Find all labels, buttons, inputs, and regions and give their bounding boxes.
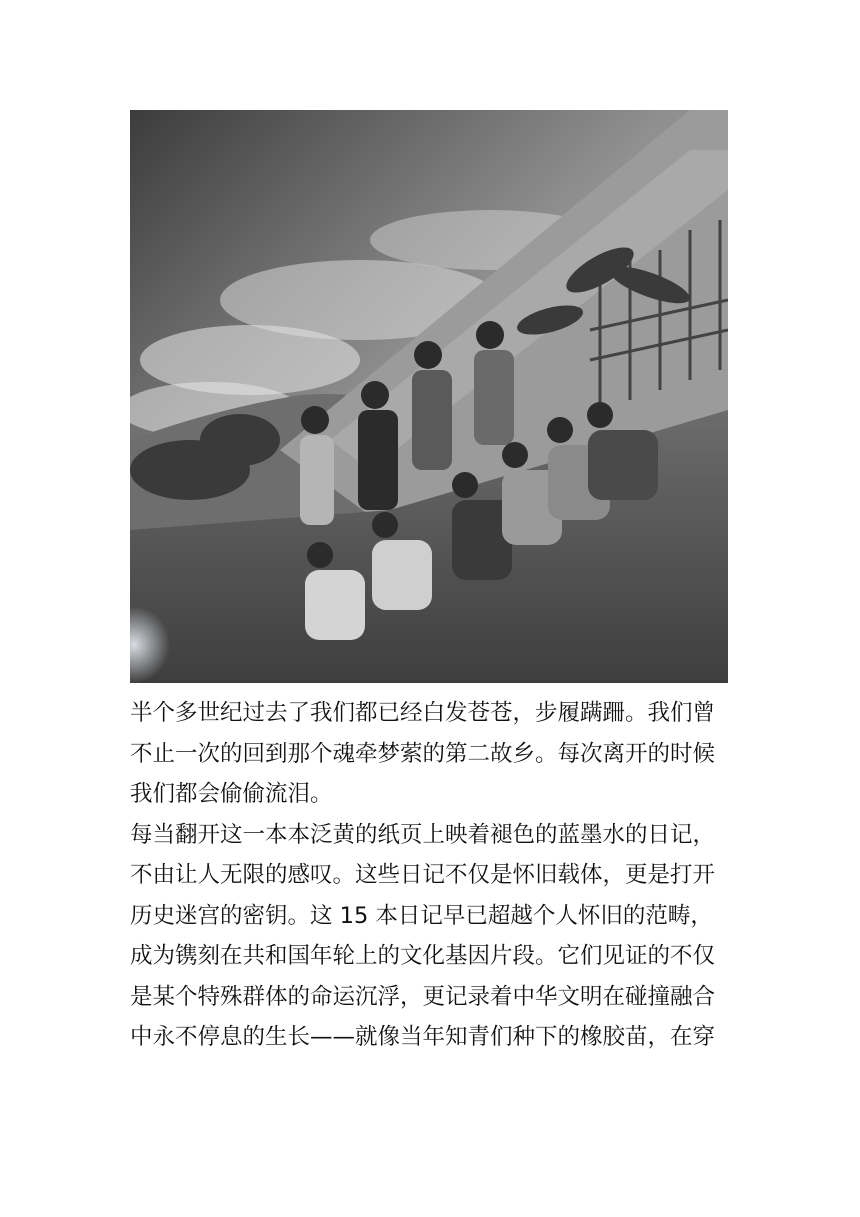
text-line: 中永不停息的生长——就像当年知青们种下的橡胶苗，在穿 <box>130 1024 716 1050</box>
text-line: 成为镌刻在共和国年轮上的文化基因片段。它们见证的不仅 <box>130 943 716 969</box>
paragraph-2 <box>130 815 730 1058</box>
text-line: 半个多世纪过去了我们都已经白发苍苍，步履蹒跚。我们曾 <box>130 700 716 726</box>
text-line: 不由让人无限的感叹。这些日记不仅是怀旧载体，更是打开 <box>130 862 716 888</box>
text-line: 每当翻开这一本本泛黄的纸页上映着褪色的蓝墨水的日记， <box>130 821 716 848</box>
paragraph-1 <box>130 693 730 815</box>
group-photo-image <box>130 110 728 683</box>
text-line: 是某个特殊群体的命运沉浮，更记录着中华文明在碰撞融合 <box>130 983 716 1010</box>
text-line: 历史迷宫的密钥。这 15 本日记早已超越个人怀旧的范畴， <box>130 902 713 929</box>
text-line: 不止一次的回到那个魂牵梦萦的第二故乡。每次离开的时候 <box>130 740 716 767</box>
group-photo <box>130 110 728 683</box>
body-text <box>130 693 730 1058</box>
text-line: 我们都会偷偷流泪。 <box>130 781 333 807</box>
